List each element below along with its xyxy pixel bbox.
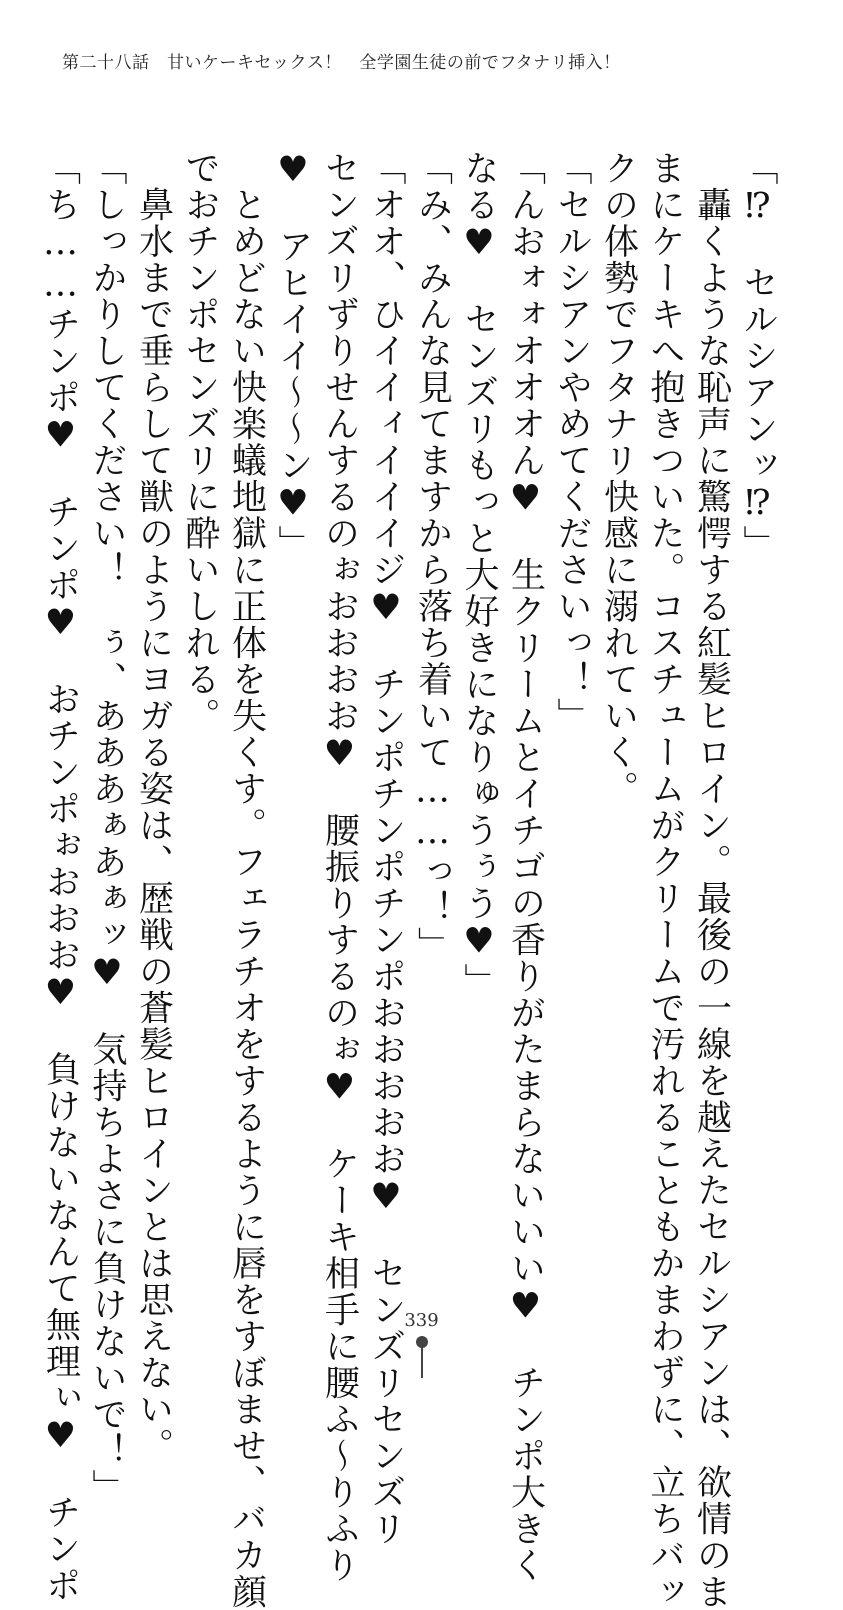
page-number: 339 <box>404 1310 439 1331</box>
text-line: ♥ アヒイイ～～ン♥」 <box>273 150 313 562</box>
text-line: クの体勢でフタナリ快感に溺れていく。 <box>598 150 639 807</box>
text-line: でおチンポセンズリに酔いしれる。 <box>180 150 220 734</box>
text-line: 鼻水まで垂らして獣のようにヨガる姿は、歴戦の蒼髪ヒロインとは思えない。 <box>133 150 174 1464</box>
text-line: センズリずりせんするのぉおおおお♥ 腰振りするのぉ♥ ケーキ相手に腰ふ～りふり <box>319 150 360 1584</box>
text-line: 「しっかりしてください！ ぅ、あああぁあぁッ♥ 気持ちよさに負けないで！」 <box>87 150 127 1506</box>
text-line: 「み、みんな見てますから落ち着いて……っ！」 <box>412 150 453 963</box>
folio-stem <box>421 1346 423 1378</box>
text-line: 「セルシアンやめてくださいっ！」 <box>552 150 592 734</box>
text-line: 「オオ、ひイイィイイイジ♥ チンポチンポチンポおおおおお♥ センズリセンズリ <box>366 150 406 1547</box>
running-head: 第二十八話 甘いケーキセックス！ 全学園生徒の前でフタナリ挿入！ <box>62 53 621 73</box>
text-line: まにケーキへ抱きついた。コスチュームがクリームで汚れることもかまわずに、立ちバッ <box>645 150 685 1610</box>
text-line: なる♥ センズリもっと大好きになりゅうぅう♥」 <box>459 150 499 1000</box>
text-line: 「⁉ セルシアンッ⁉」 <box>738 150 778 562</box>
text-line: 「ち……チンポ♥ チンポ♥ おチンポぉおおお♥ 負けないなんて無理ぃ♥ チンポ <box>40 150 81 1604</box>
text-line: とめどない快楽蟻地獄に正体を失くす。フェラチオをするように唇をすぼませ、バカ顔 <box>226 150 267 1610</box>
folio-ornament <box>421 1336 423 1378</box>
text-line: 「んおォォオオオん♥ 生クリームとイチゴの香りがたまらないいい♥ チンポ大きく <box>505 150 546 1584</box>
text-line: 轟くような恥声に驚愕する紅髪ヒロイン。最後の一線を越えたセルシアンは、欲情のま <box>691 150 732 1610</box>
